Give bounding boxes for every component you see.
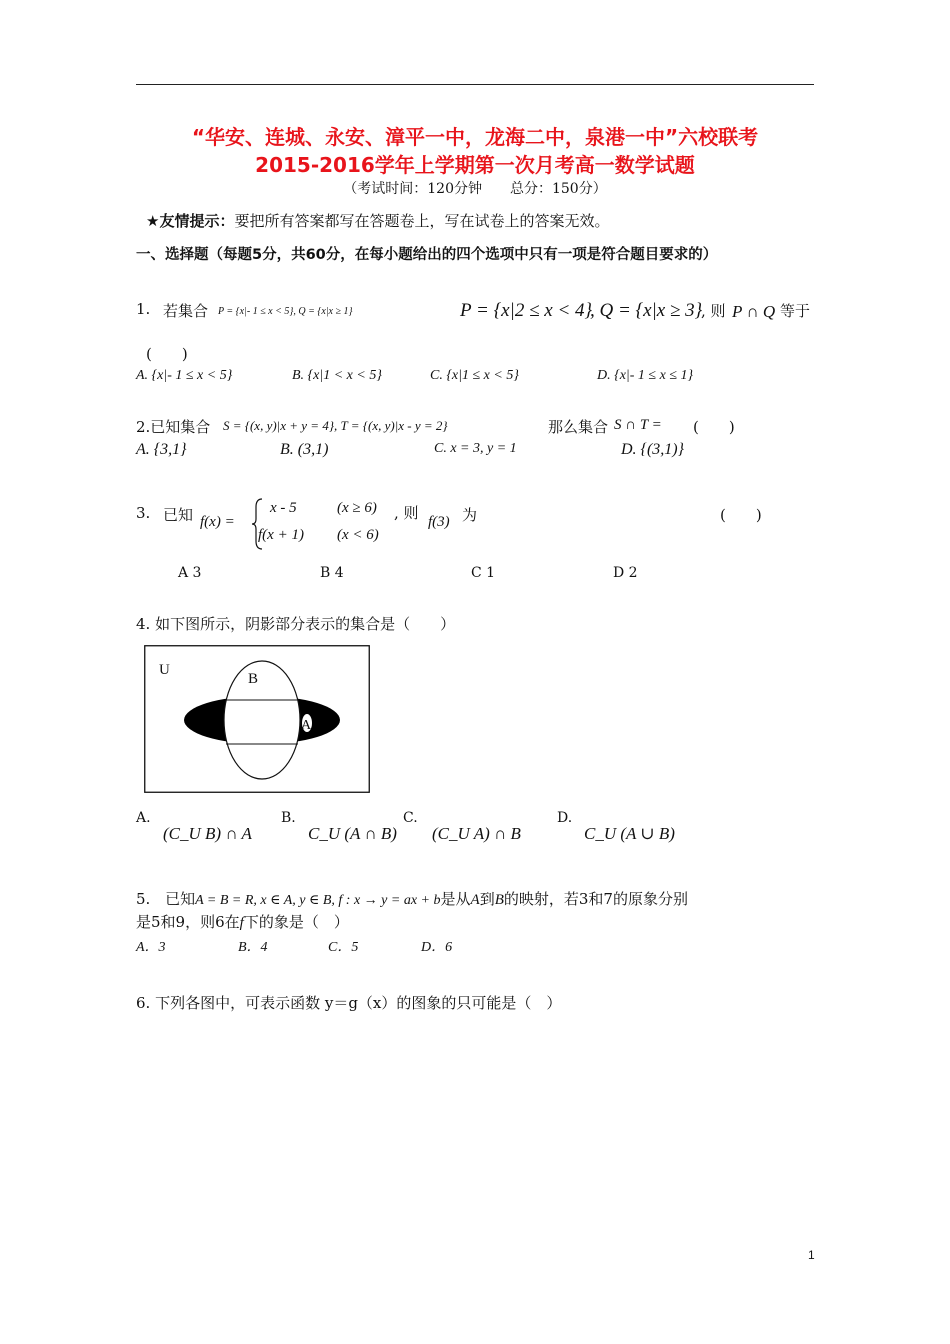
- question-2-paren: ( ): [693, 418, 735, 436]
- question-1-option-b: B. {x|1 < x < 5}: [292, 368, 382, 383]
- question-6-stem: 6. 下列各图中，可表示函数 y＝g（x）的图象的只可能是（ ）: [136, 994, 562, 1012]
- question-3-then: , 则: [394, 504, 419, 522]
- question-5-line2-prefix: 是5和9，则6在: [136, 913, 240, 931]
- question-4-option-d-letter: D.: [557, 810, 573, 826]
- label-b: B: [248, 671, 259, 687]
- question-3-suffix: 为: [462, 506, 478, 524]
- question-4-option-a-expr: (C_U B) ∩ A: [163, 824, 252, 843]
- question-5-cond: A = B = R, x ∈ A, y ∈ B, f : x → y = ax + b: [195, 893, 441, 908]
- question-5-option-c: C．5: [328, 940, 359, 955]
- question-5-prefix: 已知: [165, 890, 196, 908]
- question-3-case1-cond: (x ≥ 6): [337, 500, 377, 516]
- question-2-mid: 那么集合: [548, 418, 609, 436]
- question-2-option-d: D. {(3,1)}: [621, 441, 685, 458]
- title-line-1: “华安、连城、永安、漳平一中，龙海二中，泉港一中”六校联考: [191, 125, 759, 149]
- question-2-option-b: B. (3,1): [280, 441, 329, 458]
- question-2-option-a: A. {3,1}: [136, 441, 187, 458]
- question-3-option-c: C 1: [471, 565, 496, 581]
- title-line-2: 2015-2016学年上学期第一次月考高一数学试题: [255, 153, 695, 177]
- question-5-f: f: [239, 915, 244, 931]
- question-5-mid1: 是从: [440, 890, 471, 908]
- question-5-line-2: [136, 911, 349, 932]
- question-5-rest1: 的映射，若3和7的原象分别: [503, 890, 688, 908]
- question-4-option-c-letter: C.: [403, 810, 418, 826]
- question-4-option-b-expr: C_U (A ∩ B): [308, 824, 397, 843]
- venn-diagram: [144, 645, 370, 793]
- top-rule: [136, 84, 814, 85]
- exam-info: （考试时间：120分钟 总分：150分）: [343, 181, 607, 197]
- question-4-option-a-letter: A.: [136, 810, 151, 826]
- question-3-f3: f(3): [428, 514, 450, 530]
- question-1-option-a: A. {x|- 1 ≤ x < 5}: [136, 368, 233, 383]
- question-3-option-b: B 4: [320, 565, 344, 581]
- friendly-tip: [146, 210, 609, 231]
- question-5-set-a: A: [470, 892, 480, 908]
- question-5-option-b: B．4: [238, 940, 268, 955]
- question-1-number: 1.: [136, 300, 151, 318]
- question-3-case1-expr: x - 5: [270, 500, 297, 516]
- question-2-sets: S = {(x, y)|x + y = 4}, T = {(x, y)|x - y = 2}: [223, 418, 448, 433]
- question-3-prefix: 已知: [163, 506, 194, 524]
- question-3-paren: ( ): [720, 506, 762, 524]
- question-5-mid2: 到: [479, 890, 495, 908]
- question-5-line-1: [136, 888, 688, 909]
- question-1-option-c: C. {x|1 ≤ x < 5}: [430, 368, 519, 383]
- tip-label: ★友情提示：: [146, 212, 235, 230]
- question-2-prefix: 2.已知集合: [136, 418, 211, 436]
- question-5-option-d: D．6: [421, 940, 453, 955]
- question-4-option-c-expr: (C_U A) ∩ B: [432, 824, 521, 843]
- question-1-option-d: D. {x|- 1 ≤ x ≤ 1}: [597, 368, 694, 383]
- question-3-fx: f(x) =: [200, 514, 235, 530]
- question-1-then: , 则: [701, 302, 726, 320]
- question-2-option-c: C. x = 3, y = 1: [434, 441, 517, 456]
- question-3-case2-cond: (x < 6): [337, 527, 379, 543]
- label-a: A: [301, 718, 312, 733]
- question-3-case2-expr: f(x + 1): [258, 527, 304, 543]
- question-3-number: 3.: [136, 504, 151, 522]
- question-1-suffix: 等于: [780, 302, 811, 320]
- question-1-expr: P ∩ Q: [732, 302, 776, 321]
- question-1-set-q: , Q = {x|x ≥ 3}: [590, 300, 703, 321]
- question-3-option-a: A 3: [178, 565, 202, 581]
- section-1-heading: 一、选择题（每题5分，共60分，在每小题给出的四个选项中只有一项是符合题目要求的）: [136, 247, 718, 263]
- question-1-small-def: P = {x|- 1 ≤ x < 5}, Q = {x|x ≥ 1}: [218, 306, 353, 317]
- page-number: 1: [808, 1248, 815, 1262]
- question-5-number: 5.: [136, 890, 151, 908]
- question-5-option-a: A．3: [136, 940, 166, 955]
- set-b-ellipse: [224, 661, 300, 779]
- question-3-option-d: D 2: [613, 565, 638, 581]
- tip-text: 要把所有答案都写在答题卷上，写在试卷上的答案无效。: [234, 212, 610, 230]
- question-5-line2-suffix: 下的象是（ ）: [243, 913, 349, 931]
- question-2-expr: S ∩ T =: [614, 417, 662, 433]
- question-4-option-b-letter: B.: [281, 810, 296, 826]
- question-1-set-p: P = {x|2 ≤ x < 4}: [460, 300, 593, 321]
- label-u: U: [159, 662, 170, 678]
- question-4-option-d-expr: C_U (A ∪ B): [584, 824, 675, 843]
- question-1-paren: ( ): [146, 345, 188, 363]
- question-5-set-b: B: [494, 892, 504, 908]
- question-1-prefix: 若集合: [163, 302, 209, 320]
- question-4-stem: 4. 如下图所示，阴影部分表示的集合是（ ）: [136, 615, 456, 633]
